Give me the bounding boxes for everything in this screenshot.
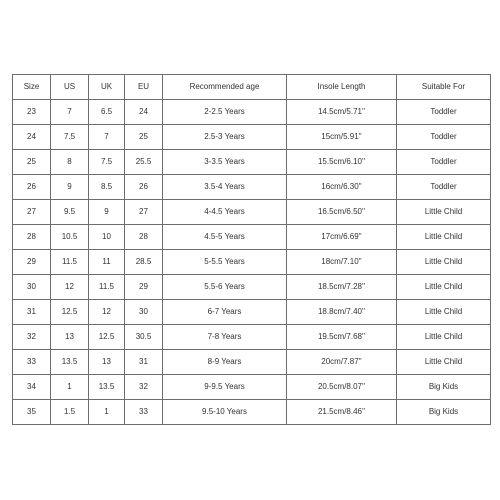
suitable-for-cell: Toddler <box>397 175 491 200</box>
insole-length-cell: 16cm/6.30'' <box>287 175 397 200</box>
uk-size-cell: 13 <box>89 350 125 375</box>
insole-length-cell: 19.5cm/7.68'' <box>287 325 397 350</box>
uk-size-cell: 11 <box>89 250 125 275</box>
eu-size-cell: 25 <box>125 125 163 150</box>
header-cell: US <box>51 75 89 100</box>
us-size-cell: 8 <box>51 150 89 175</box>
size-cell: 33 <box>13 350 51 375</box>
us-size-cell: 10.5 <box>51 225 89 250</box>
size-cell: 28 <box>13 225 51 250</box>
insole-length-cell: 18cm/7.10'' <box>287 250 397 275</box>
us-size-cell: 9.5 <box>51 200 89 225</box>
eu-size-cell: 30 <box>125 300 163 325</box>
size-cell: 23 <box>13 100 51 125</box>
suitable-for-cell: Little Child <box>397 300 491 325</box>
insole-length-cell: 15cm/5.91'' <box>287 125 397 150</box>
insole-length-cell: 16.5cm/6.50'' <box>287 200 397 225</box>
table-row <box>13 275 491 300</box>
table-row <box>13 225 491 250</box>
eu-size-cell: 31 <box>125 350 163 375</box>
header-row <box>13 75 491 100</box>
eu-size-cell: 26 <box>125 175 163 200</box>
table-row <box>13 200 491 225</box>
table-row <box>13 125 491 150</box>
uk-size-cell: 9 <box>89 200 125 225</box>
eu-size-cell: 29 <box>125 275 163 300</box>
size-cell: 27 <box>13 200 51 225</box>
us-size-cell: 9 <box>51 175 89 200</box>
insole-length-cell: 14.5cm/5.71'' <box>287 100 397 125</box>
insole-length-cell: 20cm/7.87'' <box>287 350 397 375</box>
suitable-for-cell: Little Child <box>397 325 491 350</box>
eu-size-cell: 27 <box>125 200 163 225</box>
recommended-age-cell: 3-3.5 Years <box>163 150 287 175</box>
eu-size-cell: 33 <box>125 400 163 425</box>
suitable-for-cell: Little Child <box>397 250 491 275</box>
eu-size-cell: 30.5 <box>125 325 163 350</box>
table-row <box>13 375 491 400</box>
insole-length-cell: 21.5cm/8.46'' <box>287 400 397 425</box>
uk-size-cell: 6.5 <box>89 100 125 125</box>
eu-size-cell: 32 <box>125 375 163 400</box>
us-size-cell: 1.5 <box>51 400 89 425</box>
size-cell: 32 <box>13 325 51 350</box>
insole-length-cell: 17cm/6.69'' <box>287 225 397 250</box>
size-cell: 35 <box>13 400 51 425</box>
size-chart-table <box>12 74 491 425</box>
us-size-cell: 7.5 <box>51 125 89 150</box>
uk-size-cell: 1 <box>89 400 125 425</box>
suitable-for-cell: Little Child <box>397 225 491 250</box>
insole-length-cell: 18.5cm/7.28'' <box>287 275 397 300</box>
header-cell: Size <box>13 75 51 100</box>
us-size-cell: 12.5 <box>51 300 89 325</box>
uk-size-cell: 12.5 <box>89 325 125 350</box>
size-chart-body <box>13 100 491 425</box>
table-row <box>13 150 491 175</box>
us-size-cell: 13.5 <box>51 350 89 375</box>
header-cell: Insole Length <box>287 75 397 100</box>
table-row <box>13 400 491 425</box>
table-row <box>13 175 491 200</box>
size-cell: 25 <box>13 150 51 175</box>
uk-size-cell: 11.5 <box>89 275 125 300</box>
suitable-for-cell: Toddler <box>397 100 491 125</box>
header-cell: Suitable For <box>397 75 491 100</box>
size-cell: 34 <box>13 375 51 400</box>
recommended-age-cell: 5-5.5 Years <box>163 250 287 275</box>
eu-size-cell: 28 <box>125 225 163 250</box>
recommended-age-cell: 7-8 Years <box>163 325 287 350</box>
table-row <box>13 300 491 325</box>
us-size-cell: 13 <box>51 325 89 350</box>
recommended-age-cell: 2.5-3 Years <box>163 125 287 150</box>
uk-size-cell: 7.5 <box>89 150 125 175</box>
table-row <box>13 325 491 350</box>
header-cell: EU <box>125 75 163 100</box>
size-cell: 30 <box>13 275 51 300</box>
suitable-for-cell: Little Child <box>397 275 491 300</box>
suitable-for-cell: Big Kids <box>397 400 491 425</box>
size-cell: 31 <box>13 300 51 325</box>
recommended-age-cell: 2-2.5 Years <box>163 100 287 125</box>
eu-size-cell: 24 <box>125 100 163 125</box>
recommended-age-cell: 4-4.5 Years <box>163 200 287 225</box>
eu-size-cell: 25.5 <box>125 150 163 175</box>
us-size-cell: 12 <box>51 275 89 300</box>
size-cell: 29 <box>13 250 51 275</box>
suitable-for-cell: Big Kids <box>397 375 491 400</box>
table-row <box>13 100 491 125</box>
recommended-age-cell: 6-7 Years <box>163 300 287 325</box>
header-cell: Recommended age <box>163 75 287 100</box>
size-cell: 24 <box>13 125 51 150</box>
header-cell: UK <box>89 75 125 100</box>
recommended-age-cell: 3.5-4 Years <box>163 175 287 200</box>
eu-size-cell: 28.5 <box>125 250 163 275</box>
uk-size-cell: 8.5 <box>89 175 125 200</box>
recommended-age-cell: 8-9 Years <box>163 350 287 375</box>
uk-size-cell: 7 <box>89 125 125 150</box>
recommended-age-cell: 5.5-6 Years <box>163 275 287 300</box>
table-row <box>13 250 491 275</box>
recommended-age-cell: 9.5-10 Years <box>163 400 287 425</box>
suitable-for-cell: Toddler <box>397 125 491 150</box>
us-size-cell: 11.5 <box>51 250 89 275</box>
insole-length-cell: 20.5cm/8.07'' <box>287 375 397 400</box>
size-cell: 26 <box>13 175 51 200</box>
uk-size-cell: 10 <box>89 225 125 250</box>
uk-size-cell: 12 <box>89 300 125 325</box>
uk-size-cell: 13.5 <box>89 375 125 400</box>
recommended-age-cell: 9-9.5 Years <box>163 375 287 400</box>
suitable-for-cell: Little Child <box>397 350 491 375</box>
table-row <box>13 350 491 375</box>
insole-length-cell: 18.8cm/7.40'' <box>287 300 397 325</box>
us-size-cell: 1 <box>51 375 89 400</box>
insole-length-cell: 15.5cm/6.10'' <box>287 150 397 175</box>
recommended-age-cell: 4.5-5 Years <box>163 225 287 250</box>
suitable-for-cell: Little Child <box>397 200 491 225</box>
us-size-cell: 7 <box>51 100 89 125</box>
suitable-for-cell: Toddler <box>397 150 491 175</box>
